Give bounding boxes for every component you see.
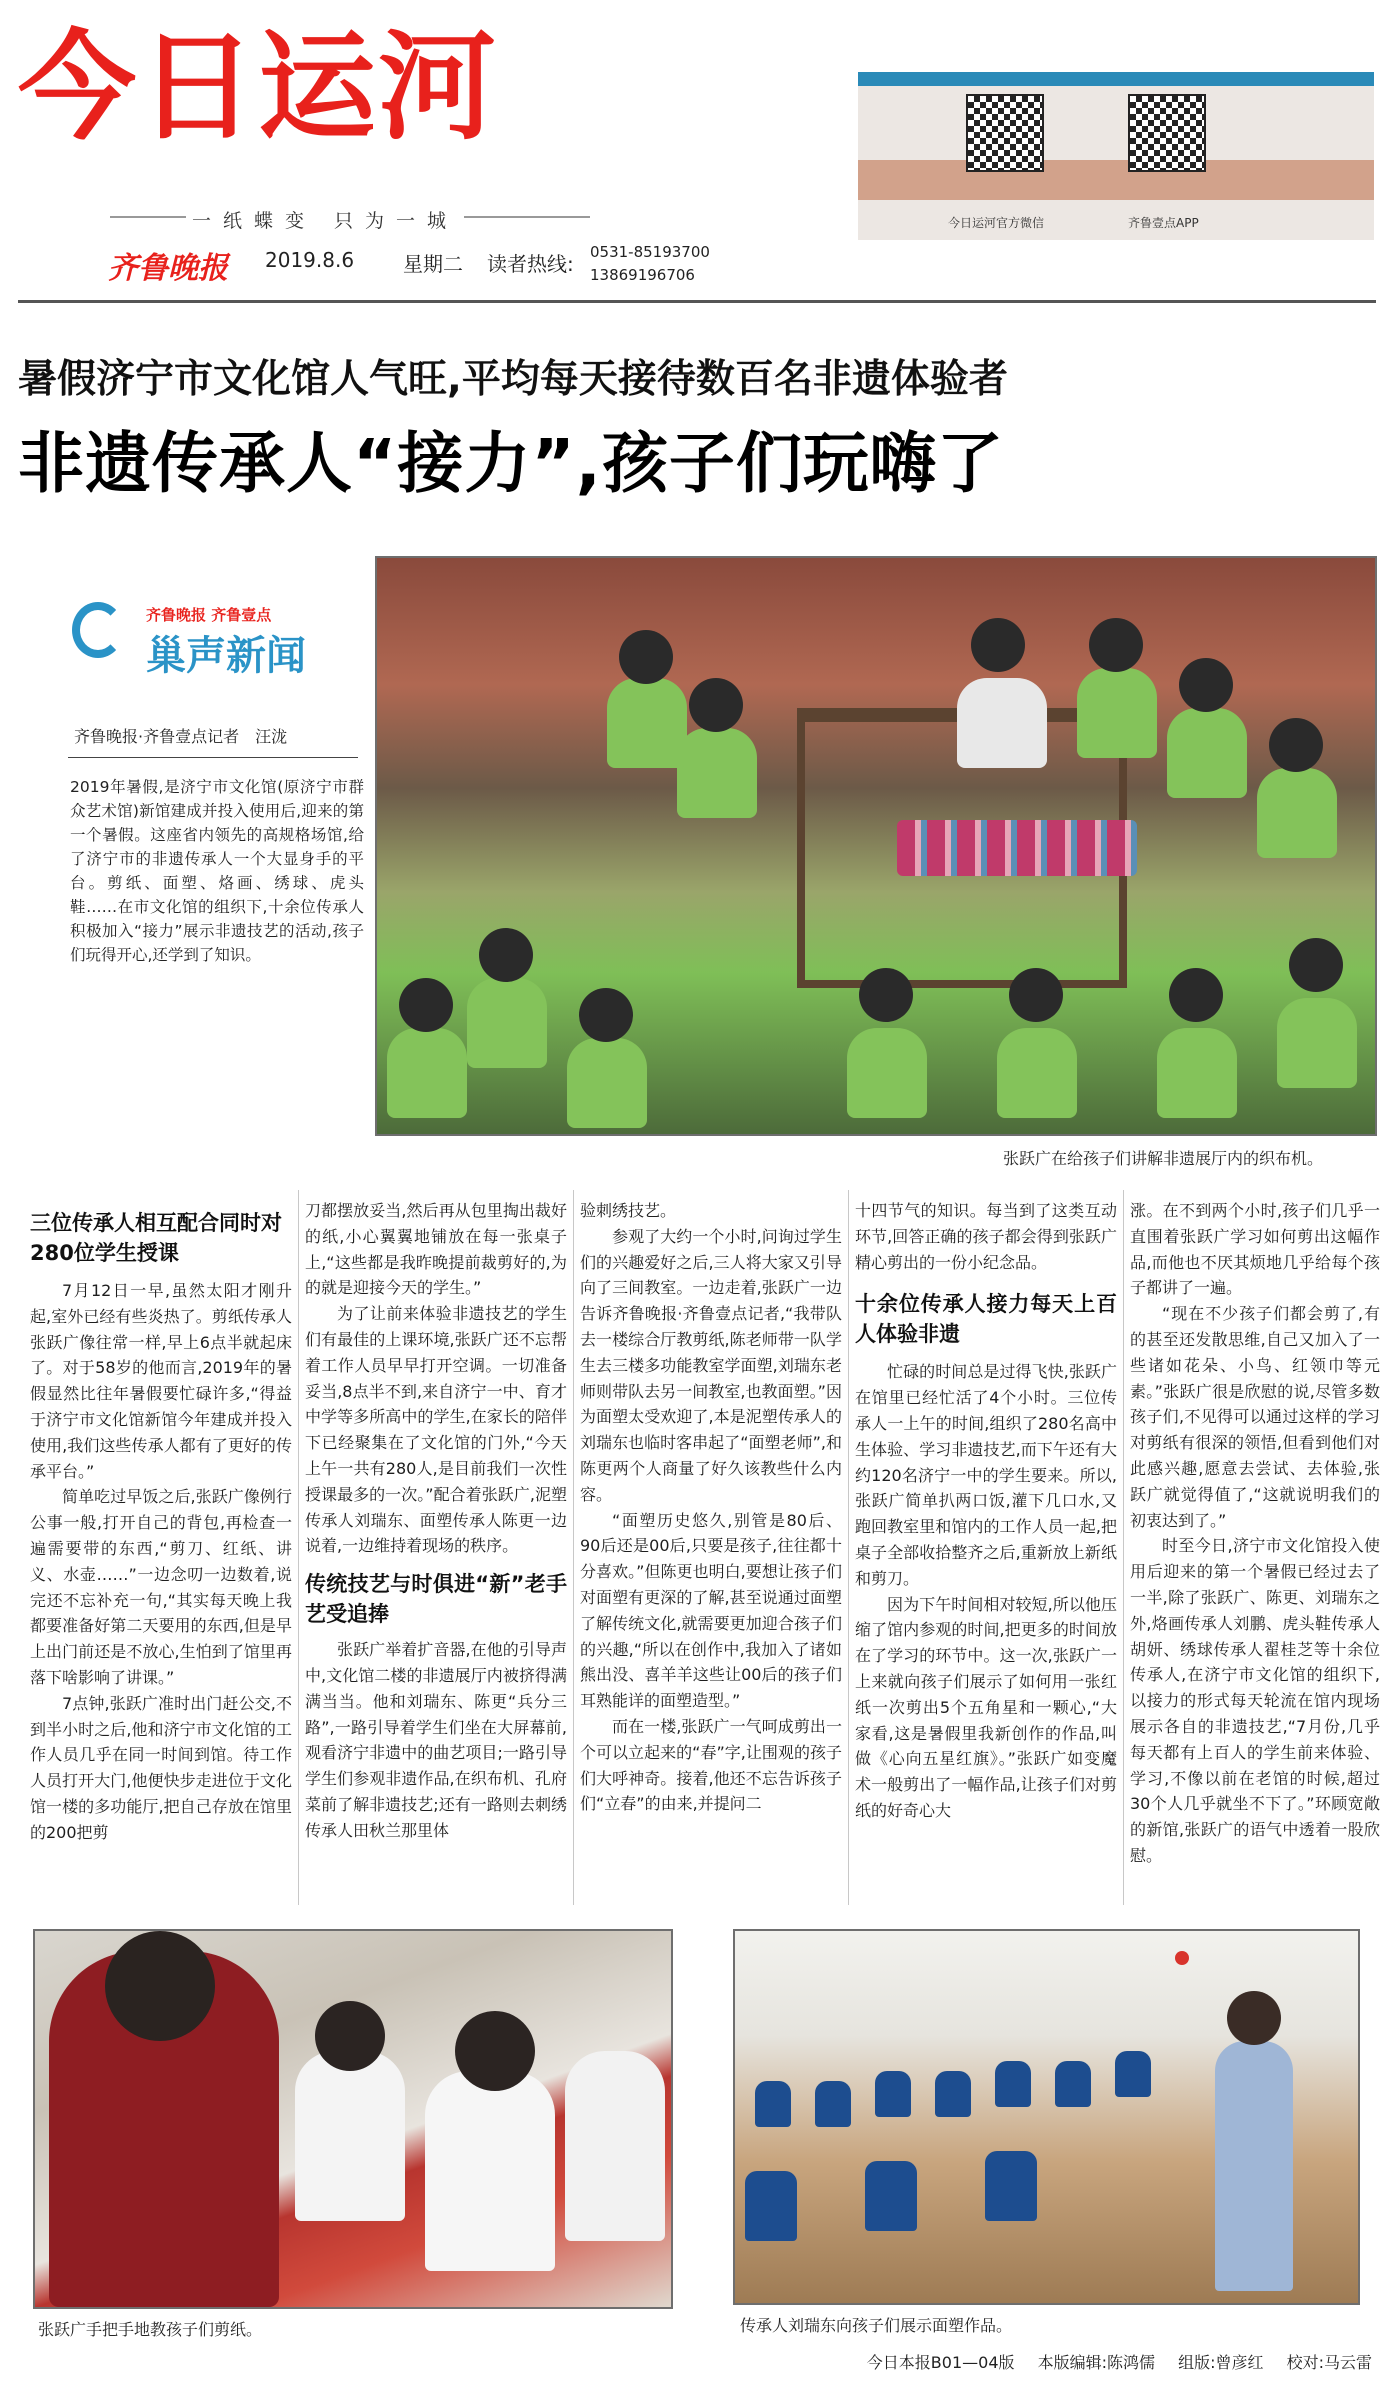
- issue-date: 2019.8.6: [265, 248, 355, 272]
- masthead-divider: [18, 300, 1376, 303]
- qr-right-caption: 齐鲁壹点APP: [1128, 216, 1199, 230]
- col1-subhead: 三位传承人相互配合同时对280位学生授课: [30, 1211, 282, 1265]
- col3-paragraph: “面塑历史悠久,别管是80后、90后还是00后,只要是孩子,往往都十分喜欢。”但陈更也明白,要想让孩子们对面塑有更深的了解,甚至说通过面塑了解传统文化,就需要更加迎合孩子们的兴趣,“所以在创作中,我加入了诸如熊出没、喜羊羊这些让00后的孩子们耳熟能详的面塑造型。”: [580, 1510, 842, 1711]
- column-rule: [1123, 1190, 1124, 1905]
- brand-logo-icon: [72, 602, 124, 658]
- masthead-title: 今日运河: [18, 18, 499, 156]
- col5-paragraph: 时至今日,济宁市文化馆投入使用后迎来的第一个暑假已经过去了一半,除了张跃广、陈更、刘瑞东之外,烙画传承人刘鹏、虎头鞋传承人胡妍、绣球传承人翟桂芝等十余位传承人,在济宁市文化馆的组织下,以接力的形式每天轮流在馆内现场展示各自的非遗技艺,“7月份,几乎每天都有上百人的学生前来体验、学习,不像以前在老馆的时候,超过30个人几乎就坐不下了。”环顾宽敞的新馆,张跃广的语气中透着一股欣慰。: [1130, 1536, 1380, 1865]
- column-rule: [573, 1190, 574, 1905]
- col1-paragraph: 7点钟,张跃广准时出门赶公交,不到半小时之后,他和济宁市文化馆的工作人员几乎在同一时间到馆。待工作人员打开大门,他便快步走进位于文化馆一楼的多功能厅,把自己存放在馆里的200把剪: [30, 1693, 292, 1842]
- brand-subtitle: 齐鲁晚报 齐鲁壹点: [146, 606, 272, 624]
- col3-paragraph: 参观了大约一个小时,问询过学生们的兴趣爱好之后,三人将大家又引导向了三间教室。一边走着,张跃广一边告诉齐鲁晚报·齐鲁壹点记者,“我带队去一楼综合厅教剪纸,陈老师带一队学生去三楼多功能教室学面塑,刘瑞东老师则带队去另一间教室,也教面塑。”因为面塑太受欢迎了,本是泥塑传承人的刘瑞东也临时客串起了“面塑老师”,和陈更两个人商量了好久该教些什么内容。: [580, 1226, 842, 1504]
- footer-edition: 今日本报B01—04版: [866, 2353, 1015, 2372]
- city-skyline-illustration: [858, 160, 1374, 200]
- footer-credits: [849, 2350, 1372, 2373]
- paper-logo: 齐鲁晚报: [108, 251, 228, 286]
- dough-figurine: [1175, 1951, 1189, 1965]
- woven-cloth: [897, 820, 1137, 876]
- col4-paragraph: 忙碌的时间总是过得飞快,张跃广在馆里已经忙活了4个小时。三位传承人一上午的时间,组织了280名高中生体验、学习非遗技艺,而下午还有大约120名济宁一中的学生要来。所以,张跃广简单扒两口饭,灌下几口水,又跑回教室里和馆内的工作人员一起,把桌子全部收拾整齐之后,重新放上新纸和剪刀。: [855, 1362, 1117, 1588]
- col2-subhead: 传统技艺与时俱进“新”老手艺受追捧: [305, 1572, 567, 1627]
- column-1: [30, 1278, 292, 1846]
- left-photo-caption: 张跃广手把手地教孩子们剪纸。: [38, 2320, 263, 2339]
- wechat-qr-code[interactable]: [966, 94, 1044, 172]
- col5-paragraph: “现在不少孩子们都会剪了,有的甚至还发散思维,自己又加入了一些诸如花朵、小鸟、红领巾等元素。”张跃广很是欣慰的说,尽管多数孩子们,不见得可以通过这样的学习对剪纸有很深的领悟,但看到他们对此感兴趣,愿意去尝试、去体验,张跃广就觉得值了,“这就说明我们的初衷达到了。”: [1130, 1304, 1380, 1530]
- col4-paragraph: 因为下午时间相对较短,所以他压缩了馆内参观的时间,把更多的时间放在了学习的环节中。这一次,张跃广一上来就向孩子们展示了如何用一张红纸一次剪出5个五角星和一颗心,“大家看,这是暑假里我新创作的作品,叫做《心向五星红旗》。”张跃广如变魔术一般剪出了一幅作品,让孩子们对剪纸的好奇心大: [855, 1594, 1117, 1820]
- column-2: [305, 1198, 567, 1844]
- column-rule: [298, 1190, 299, 1905]
- headline-title: 非遗传承人“接力”,孩子们玩嗨了: [18, 425, 1004, 502]
- qr-left-caption: 今日运河官方微信: [948, 216, 1045, 230]
- col3-paragraph: 验刺绣技艺。: [580, 1201, 677, 1220]
- main-photo-caption: 张跃广在给孩子们讲解非遗展厅内的织布机。: [1003, 1149, 1324, 1168]
- col2-paragraph: 为了让前来体验非遗技艺的学生们有最佳的上课环境,张跃广还不忘帮着工作人员早早打开空调。一切准备妥当,8点半不到,来自济宁一中、育才中学等多所高中的学生,在家长的陪伴下已经聚集在了文化馆的门外,“今天上午一共有280人,是目前我们一次性授课最多的一次。”配合着张跃广,泥塑传承人刘瑞东、面塑传承人陈更一边说着,一边维持着现场的秩序。: [305, 1304, 567, 1556]
- col3-paragraph: 而在一楼,张跃广一气呵成剪出一个可以立起来的“春”字,让围观的孩子们大呼神奇。接着,他还不忘告诉孩子们“立春”的由来,并提问二: [580, 1716, 842, 1814]
- presenter-figure: [1215, 2041, 1293, 2291]
- headline-kicker: 暑假济宁市文化馆人气旺,平均每天接待数百名非遗体验者: [18, 357, 1008, 402]
- column-rule: [848, 1190, 849, 1905]
- byline: 齐鲁晚报·齐鲁壹点记者 汪泷: [74, 727, 288, 746]
- col5-paragraph: 涨。在不到两个小时,孩子们几乎一直围着张跃广学习如何剪出这幅作品,而他也不厌其烦地几乎给每个孩子都讲了一遍。: [1130, 1201, 1380, 1298]
- col1-paragraph: 简单吃过早饭之后,张跃广像例行公事一般,打开自己的背包,再检查一遍需要带的东西,“剪刀、红纸、讲义、水壶……”一边念叨一边数着,说完还不忘补充一句,“其实每天晚上我都要准备好第二天要用的东西,但是早上出门前还是不放心,生怕到了馆里再落下啥影响了讲课。”: [30, 1487, 292, 1687]
- footer-layout: 组版:曾彦红: [1178, 2353, 1264, 2372]
- hotline-label: 读者热线:: [487, 252, 574, 276]
- brand-name: 巢声新闻: [146, 633, 306, 679]
- footer-proof: 校对:马云雷: [1286, 2353, 1372, 2372]
- main-photo-loom: [375, 556, 1377, 1136]
- col2-paragraph: 刀都摆放妥当,然后再从包里掏出裁好的纸,小心翼翼地铺放在每一张桌子上,“这些都是我昨晚提前裁剪好的,为的就是迎接今天的学生。”: [305, 1201, 567, 1298]
- footer-editor: 本版编辑:陈鸿儒: [1037, 2353, 1155, 2372]
- lead-paragraph: 2019年暑假,是济宁市文化馆(原济宁市群众艺术馆)新馆建成并投入使用后,迎来的第一个暑假。这座省内领先的高规格场馆,给了济宁市的非遗传承人一个大显身手的平台。剪纸、面塑、烙画、绣球、虎头鞋……在市文化馆的组织下,十余位传承人积极加入“接力”展示非遗技艺的活动,孩子们玩得开心,还学到了知识。: [70, 778, 364, 964]
- column-3: [580, 1198, 842, 1817]
- qr-code-panel: [858, 72, 1374, 240]
- col2-paragraph: 张跃广举着扩音器,在他的引导声中,文化馆二楼的非遗展厅内被挤得满满当当。他和刘瑞东、陈更“兵分三路”,一路引导着学生们坐在大屏幕前,观看济宁非遗中的曲艺项目;一路引导学生们参观非遗作品,在织布机、孔府菜前了解非遗技艺;还有一路则去刺绣传承人田秋兰那里体: [305, 1640, 567, 1840]
- photo-dough-figurines: [733, 1929, 1360, 2305]
- right-photo-caption: 传承人刘瑞东向孩子们展示面塑作品。: [740, 2316, 1013, 2335]
- column-5: [1130, 1198, 1380, 1869]
- hotline-number-1: 0531-85193700: [590, 243, 710, 261]
- col4-subhead: 十余位传承人接力每天上百人体验非遗: [855, 1292, 1117, 1347]
- col1-paragraph: 7月12日一早,虽然太阳才刚升起,室外已经有些炎热了。剪纸传承人张跃广像往常一样,早上6点半就起床了。对于58岁的他而言,2019年的暑假显然比往年暑假要忙碌许多,“得益于济宁市文化馆新馆今年建成并投入使用,我们这些传承人都有了更好的传承平台。”: [30, 1281, 292, 1481]
- lead-divider: [68, 757, 358, 758]
- app-qr-code[interactable]: [1128, 94, 1206, 172]
- masthead-slogan: 一纸蝶变 只为一城: [186, 206, 464, 233]
- photo-paper-cutting: [33, 1929, 673, 2309]
- issue-weekday: 星期二: [403, 252, 463, 276]
- hotline-number-2: 13869196706: [590, 266, 695, 284]
- col4-paragraph: 十四节气的知识。每当到了这类互动环节,回答正确的孩子都会得到张跃广精心剪出的一份小纪念品。: [855, 1201, 1117, 1272]
- column-4: [855, 1198, 1117, 1824]
